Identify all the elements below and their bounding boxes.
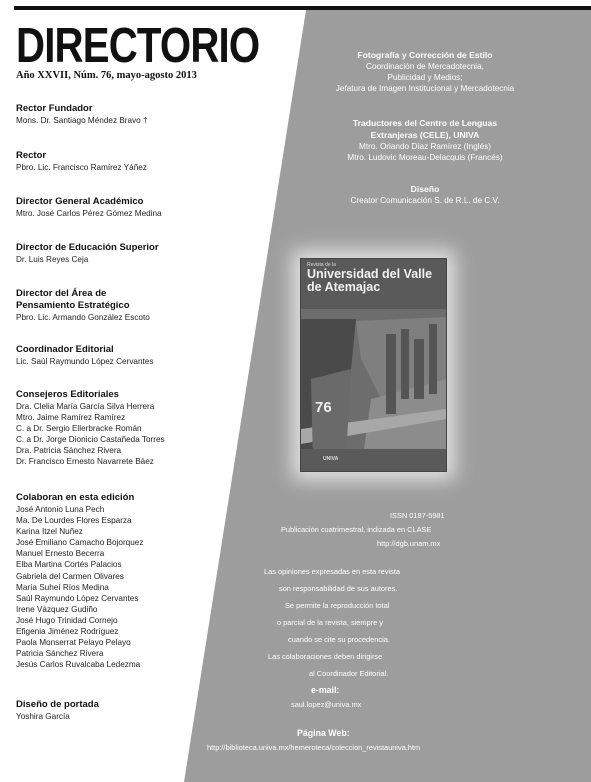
person-name: Patricia Sánchez Rivera <box>16 649 104 659</box>
dir-coordinador-editorial <box>16 344 216 367</box>
cover-issue-number: 76 <box>315 399 332 416</box>
person-name: Elba Martina Cortés Palacios <box>16 560 122 570</box>
notice-line: Las opiniones expresadas en esta revista <box>264 567 400 576</box>
dir-director-academico <box>16 196 216 219</box>
person-name: María Suheí Ríos Medina <box>16 582 109 592</box>
role-label: Director General Académico <box>16 196 144 207</box>
dir-rector-fundador <box>16 103 216 126</box>
person-name: Mtro. Jaime Ramírez Ramírez <box>16 413 126 423</box>
person-name: C. a Dr. Sergio Ellerbracke Román <box>16 424 142 434</box>
person-name: Dra. Clelia María García Silva Herrera <box>16 402 155 411</box>
credits-design <box>300 183 550 206</box>
person-name: José Antonio Luna Pech <box>16 505 105 514</box>
person-name: Mtro. José Carlos Pérez Gómez Medina <box>16 209 162 218</box>
credit-heading: Extranjeras (CELE), UNIVA <box>370 130 480 140</box>
notice-line: son responsabilidad de sus autores. <box>279 584 398 593</box>
role-label: Director del Área de <box>16 288 107 299</box>
role-label: Rector Fundador <box>16 103 93 114</box>
person-name: Ma. De Lourdes Flores Esparza <box>16 516 132 526</box>
person-name: Dr. Luis Reyes Ceja <box>16 255 89 264</box>
role-label: Coordinador Editorial <box>16 344 114 355</box>
person-name: Manuel Ernesto Becerra <box>16 549 105 559</box>
person-name: Karina Itzel Nuñez <box>16 527 83 537</box>
magazine-cover-image <box>300 258 447 472</box>
role-label: Consejeros Editoriales <box>16 389 119 400</box>
person-name: Dr. Francisco Ernesto Navarrete Báez <box>16 457 154 467</box>
role-label: Rector <box>16 150 47 161</box>
credit-heading: Diseño <box>410 184 440 194</box>
dir-consejeros <box>16 389 216 468</box>
credit-heading: Fotografía y Corrección de Estilo <box>357 50 493 60</box>
cover-title: Universidad del Valle de Atemajac <box>307 267 433 294</box>
dir-rector <box>16 150 216 173</box>
role-label: Director de Educación Superior <box>16 242 159 253</box>
person-name: Yoshira García <box>16 712 70 721</box>
person-name: José Hugo Trinidad Cornejo <box>16 615 118 625</box>
person-name: Mons. Dr. Santiago Méndez Bravo † <box>16 116 148 125</box>
person-name: Jesús Carlos Ruvalcaba Ledezma <box>16 660 141 670</box>
credit-line: Creator Comunicación S. de R.L. de C.V. <box>350 196 500 205</box>
credits-translators <box>300 117 550 163</box>
person-name: Lic. Saúl Raymundo López Cervantes <box>16 357 154 366</box>
person-name: C. a Dr. Jorge Dionicio Castañeda Torres <box>16 435 165 445</box>
cover-logo: UNIVA <box>323 456 339 462</box>
dir-educacion-superior <box>16 242 216 265</box>
website-heading: Página Web: <box>297 728 350 738</box>
email-heading: e-mail: <box>311 685 340 695</box>
credit-line: Publicidad y Medios; <box>387 73 463 82</box>
dir-diseno-portada <box>16 699 216 722</box>
person-name: Gabriela del Carmen Olivares <box>16 571 124 581</box>
person-name: José Emiliano Camacho Bojorquez <box>16 538 144 548</box>
role-label: Colaboran en esta edición <box>16 492 135 503</box>
notice-line: Se permite la reproducción total <box>285 601 390 610</box>
top-rule <box>14 6 591 10</box>
issn: ISSN 0187-5981 <box>390 511 445 520</box>
dir-colaboradores <box>16 492 216 670</box>
email-address[interactable]: saul.lopez@univa.mx <box>291 700 362 709</box>
notice-line: o parcial de la revista, siempre y <box>277 618 383 627</box>
notice-line: cuando se cite su procedencia. <box>288 635 390 644</box>
credit-line: Jefatura de Imagen Institucional y Mercadotecnia <box>335 84 515 93</box>
dir-pensamiento-estrategico <box>16 288 216 323</box>
page-title: DIRECTORIO <box>16 19 260 73</box>
role-label-line2: Pensamiento Estratégico <box>16 300 130 311</box>
index-url: http://dgb.unam.mx <box>377 539 441 548</box>
person-name: Paola Monserrat Pelayo Pelayo <box>16 638 131 648</box>
website-url[interactable]: http://biblioteca.univa.mx/hemeroteca/coleccion_revistauniva.htm <box>207 743 421 752</box>
credit-line: Mtro. Ludovic Moreau-Delacquis (Francés) <box>347 153 503 162</box>
person-name: Dra. Patricia Sánchez Rivera <box>16 446 122 456</box>
credit-heading: Traductores del Centro de Lenguas <box>352 118 498 128</box>
notice-line: al Coordinador Editorial. <box>309 669 389 678</box>
issue-info: Año XXVII, Núm. 76, mayo-agosto 2013 <box>16 70 197 81</box>
person-name: Efigenia Jiménez Rodríguez <box>16 627 119 637</box>
person-name: Pbro. Lic. Francisco Ramírez Yáñez <box>16 163 147 172</box>
notice-line: Las colaboraciones deben dirigirse <box>268 652 383 661</box>
cover-small-text: Revista de la <box>307 262 336 268</box>
role-label: Diseño de portada <box>16 699 99 710</box>
person-name: Pbro. Lic. Armando González Escoto <box>16 313 150 322</box>
credits-photography <box>300 49 550 94</box>
person-name: Irene Vázquez Gudiño <box>16 604 98 614</box>
credit-line: Coordinación de Mercadotecnia, <box>366 62 484 71</box>
indexing: Publicación cuatrimestral, indizada en CLASE <box>281 525 432 534</box>
person-name: Saúl Raymundo López Cervantes <box>16 593 139 603</box>
credit-line: Mtro. Orlando Díaz Ramírez (Inglés) <box>359 142 491 151</box>
